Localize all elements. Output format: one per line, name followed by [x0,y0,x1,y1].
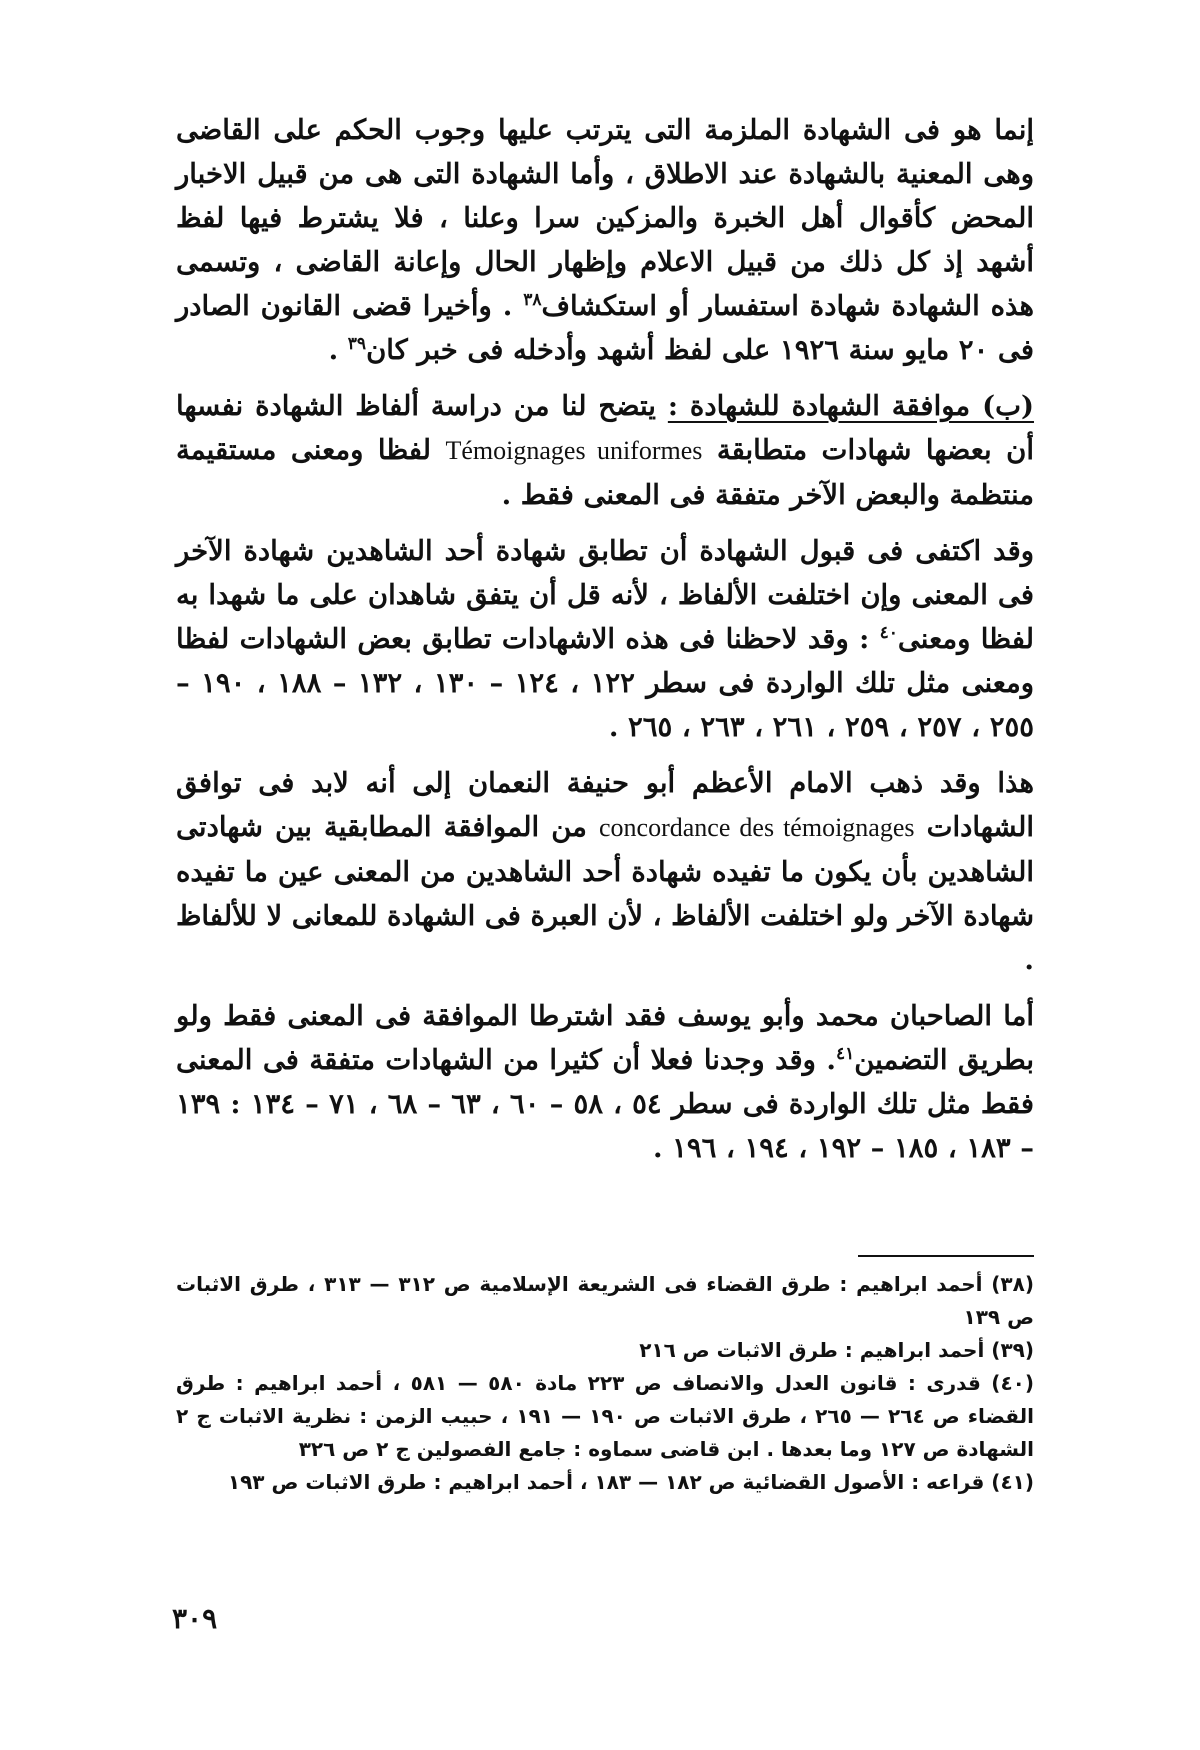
paragraph-5 [176,994,1034,1170]
p5-text: أما الصاحبان محمد وأبو يوسف فقد اشترطا الموافقة فى المعنى فقط ولو بطريق التضمين [176,1000,1034,1076]
paragraph-2 [176,384,1034,517]
p1-text-after: . وأخيرا قضى القانون الصادر فى ٢٠ مايو سنة ١٩٢٦ على لفظ أشهد وأدخله فى خبر كان [176,290,1034,366]
p5-text-after: . وقد وجدنا فعلا أن كثيرا من الشهادات متفقة فى المعنى فقط مثل تلك الواردة فى سطر ٥٤ ، ٥٨ – ٦٠ ، ٦٣ – ٦٨ ، ٧١ – ١٣٤ : ١٣٩ – ١٨٣ ، ١٨٥ – ١٩٢ ، ١٩٤ ، ١٩٦ . [176,1044,1034,1164]
p4-latin-term: concordance des témoignages [599,813,915,842]
main-text [176,108,1034,1170]
footnote-38: (٣٨) أحمد ابراهيم : طرق القضاء فى الشريعة الإسلامية ص ٣١٢ — ٣١٣ ، طرق الاثبات ص ١٣٩ [176,1272,1034,1329]
p4-text-after: من الموافقة المطابقية بين شهادتى الشاهدين بأن يكون ما تفيده شهادة أحد الشاهدين من المعنى عين ما تفيده شهادة الآخر ولو اختلفت الألفاظ ، لأن العبرة فى الشهادة للمعانى لا للألفاظ . [176,811,1034,976]
footnote-ref-39: ٣٩ [347,333,367,354]
footnote-ref-40: ٤٠ [879,622,898,643]
p2-text: يتضح لنا من دراسة ألفاظ الشهادة نفسها أن بعضها شهادات متطابقة [176,390,1034,466]
footnote-divider [858,1255,1034,1257]
p4-text: هذا وقد ذهب الامام الأعظم أبو حنيفة النعمان إلى أنه لابد فى توافق الشهادات [176,767,1034,843]
paragraph-3 [176,529,1034,749]
footnote-ref-38: ٣٨ [523,289,542,310]
p1-end: . [328,334,348,366]
paragraph-1 [176,108,1034,372]
p2-text-after: لفظا ومعنى مستقيمة منتظمة والبعض الآخر متفقة فى المعنى فقط . [176,434,1034,511]
paragraph-4 [176,761,1034,982]
section-heading-b: (ب) موافقة الشهادة للشهادة : [667,390,1034,422]
p3-text: وقد اكتفى فى قبول الشهادة أن تطابق شهادة أحد الشاهدين شهادة الآخر فى المعنى وإن اختلفت الألفاظ ، لأنه قل أن يتفق شاهدان على ما شهدا به لفظا ومعنى [176,535,1034,655]
page-number: ٣٠٩ [172,1602,218,1635]
footnote-ref-41: ٤١ [835,1043,855,1064]
footnote-39: (٣٩) أحمد ابراهيم : طرق الاثبات ص ٢١٦ [639,1338,1034,1362]
footnote-40: (٤٠) قدرى : قانون العدل والانصاف ص ٢٢٣ مادة ٥٨٠ — ٥٨١ ، أحمد ابراهيم : طرق القضاء ص ٢٦٤ — ٢٦٥ ، طرق الاثبات ص ١٩٠ — ١٩١ ، حبيب الزمن : نظرية الاثبات ج ٢ الشهادة ص ١٢٧ وما بعدها . ابن قاضى سماوه : جامع الفصولين ج ٢ ص ٣٢٦ [176,1371,1034,1461]
p1-text: إنما هو فى الشهادة الملزمة التى يترتب عليها وجوب الحكم على القاضى وهى المعنية بالشهادة عند الاطلاق ، وأما الشهادة التى هى من قبيل الاخبار المحض كأقوال أهل الخبرة والمزكين سرا وعلنا ، فلا يشترط فيها لفظ أشهد إذ كل ذلك من قبيل الاعلام وإظهار الحال وإعانة القاضى ، وتسمى هذه الشهادة شهادة استفسار أو استكشاف [176,114,1034,322]
p3-text-after: : وقد لاحظنا فى هذه الاشهادات تطابق بعض الشهادات لفظا ومعنى مثل تلك الواردة فى سطر ١٢٢ ، ١٢٤ – ١٣٠ ، ١٣٢ – ١٨٨ ، ١٩٠ – ٢٥٥ ، ٢٥٧ ، ٢٥٩ ، ٢٦١ ، ٢٦٣ ، ٢٦٥ . [176,623,1035,743]
p2-latin-term: Témoignages uniformes [445,436,703,465]
footnotes [176,1268,1034,1499]
footnote-41: (٤١) قراعه : الأصول القضائية ص ١٨٢ — ١٨٣ ، أحمد ابراهيم : طرق الاثبات ص ١٩٣ [227,1470,1034,1494]
